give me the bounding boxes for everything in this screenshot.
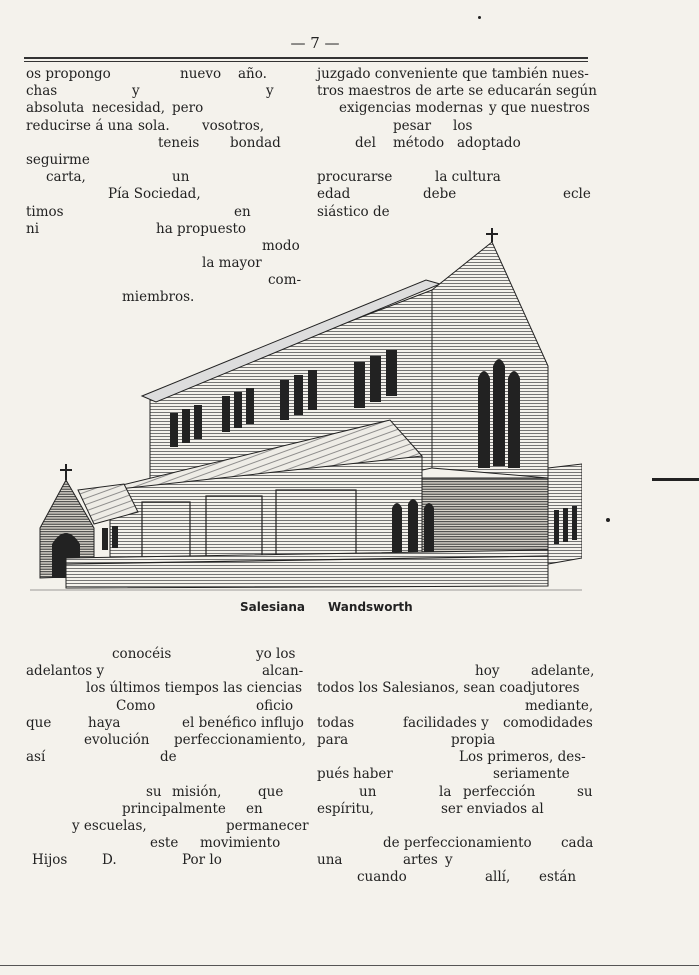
text-line (26, 766, 302, 783)
text-line (317, 646, 593, 663)
word: yo los (256, 646, 296, 662)
page-number: — 7 — (290, 34, 340, 52)
word: cuando (357, 869, 407, 886)
text-line (317, 680, 593, 697)
word: pero (172, 100, 204, 117)
word: chas (26, 83, 58, 100)
word: los últimos tiempos las ciencias (86, 680, 303, 697)
word: el benéfico influjo (182, 714, 304, 731)
word: com- (268, 272, 302, 289)
word: necesidad, (92, 100, 166, 117)
word: nuevo (180, 66, 222, 82)
word: oficio (256, 697, 294, 714)
word: permanecer (226, 817, 309, 834)
word: Como (116, 697, 156, 714)
word: de (160, 749, 177, 766)
word: del (355, 134, 376, 151)
text-line (317, 152, 593, 169)
word: seriamente (493, 766, 570, 783)
text-line (317, 852, 593, 869)
word: debe (423, 186, 457, 203)
text-line (317, 186, 593, 203)
word: evolución (84, 731, 150, 748)
word: conocéis (112, 646, 172, 662)
word: hoy (475, 663, 500, 680)
word: para (317, 731, 349, 748)
word: seguirme (26, 151, 90, 168)
word: modo (262, 237, 300, 254)
word: adelantos y (26, 663, 105, 680)
word: perfeccionamiento, (174, 731, 307, 748)
word: alcan- (262, 663, 304, 680)
word: en (234, 203, 251, 220)
text-line (317, 732, 593, 749)
word: este (150, 835, 179, 852)
text-line (26, 100, 302, 117)
ink-dot (606, 518, 610, 522)
text-line (26, 715, 302, 732)
word: método (393, 134, 445, 151)
word: haber (353, 766, 393, 783)
word: su (577, 783, 593, 800)
word: tros maestros de arte se educarán según (317, 83, 597, 100)
word: una (317, 852, 343, 869)
word: movimiento (200, 835, 281, 852)
word: procurarse (317, 169, 393, 186)
text-line (317, 801, 593, 818)
word: D. (102, 852, 117, 869)
word: ecle (563, 186, 591, 203)
word: pués (317, 766, 350, 783)
text-line (317, 169, 593, 186)
text-line (26, 135, 302, 152)
text-column-bottom-left (26, 646, 309, 869)
text-line (317, 766, 593, 783)
text-line (26, 66, 302, 83)
word: ni (26, 220, 40, 237)
word: adelante, (531, 663, 595, 680)
word: propia (451, 731, 496, 748)
word: absoluta (26, 100, 85, 117)
text-line (26, 817, 309, 835)
edge-mark (652, 478, 699, 481)
text-line (26, 646, 302, 663)
word: mediante, (525, 697, 594, 714)
text-line (317, 100, 593, 117)
word: la (439, 783, 452, 800)
word: misión, (172, 783, 222, 800)
word: sola. (138, 117, 170, 134)
text-line (26, 801, 302, 818)
word: todos los Salesianos, sean coadjutores (317, 680, 580, 697)
text-line (317, 135, 593, 152)
text-line (26, 680, 302, 697)
word: edad (317, 186, 351, 203)
word: y (132, 83, 140, 100)
word: Hijos (32, 852, 68, 869)
word: Los primeros, des- (459, 749, 586, 766)
word: timos (26, 203, 64, 220)
text-column-top-right (317, 66, 597, 221)
word: reducirse á una (26, 117, 134, 134)
text-line (26, 698, 302, 715)
text-line (317, 204, 593, 221)
text-column-bottom-right (317, 646, 593, 887)
text-line (26, 835, 302, 852)
text-line (26, 749, 302, 766)
word: carta, (46, 169, 86, 186)
text-line (317, 663, 593, 680)
word: su (146, 783, 162, 800)
word: cada (561, 835, 594, 852)
word: vosotros, (202, 117, 265, 134)
word: ser enviados al (441, 800, 544, 817)
text-line (26, 852, 302, 869)
word: perfección (463, 783, 536, 800)
word: siástico de (317, 203, 390, 220)
word: teneis (158, 134, 200, 151)
gable-windows (478, 359, 520, 468)
word: y escuelas, (72, 817, 147, 834)
church-illustration (30, 228, 582, 596)
text-line (317, 749, 593, 766)
caption-left: Salesiana (240, 600, 305, 614)
word: miembros. (122, 289, 195, 306)
word: ha propuesto (156, 220, 247, 237)
word: año. (238, 66, 267, 82)
word: así (26, 749, 46, 766)
word: adoptado (457, 134, 521, 151)
text-line (26, 83, 302, 100)
text-line (317, 83, 597, 100)
word: Pía Sociedad, (108, 186, 201, 203)
text-line (26, 784, 302, 801)
word: espíritu, (317, 800, 375, 817)
text-line (317, 698, 593, 715)
word: artes (403, 852, 438, 869)
ink-dot (478, 16, 481, 19)
header-rule-bottom (24, 61, 588, 62)
word: os propongo (26, 66, 111, 82)
word: allí, (485, 869, 511, 886)
word: la mayor (202, 255, 262, 272)
word: que (26, 714, 52, 731)
word: Por lo (182, 852, 222, 869)
text-line (317, 118, 593, 135)
text-line (317, 835, 593, 852)
text-line (317, 784, 593, 801)
word: la cultura (435, 169, 501, 186)
word: todas (317, 714, 355, 731)
bottom-edge (0, 965, 699, 966)
chapel-windows (392, 499, 434, 554)
word: que (258, 783, 284, 800)
word: y que nuestros (489, 100, 590, 117)
word: de perfeccionamiento (383, 835, 532, 852)
word: principalmente (122, 800, 226, 817)
text-line (317, 66, 593, 83)
word: están (539, 869, 577, 886)
text-line (26, 152, 302, 169)
word: facilidades y (403, 714, 489, 731)
word: exigencias modernas (339, 100, 484, 117)
text-line (317, 818, 593, 835)
text-line (26, 204, 302, 221)
caption-right: Wandsworth (328, 600, 413, 614)
text-line (317, 715, 593, 732)
text-line (26, 663, 302, 680)
word: pesar (393, 117, 432, 134)
text-line (26, 731, 307, 749)
word: y (445, 852, 453, 869)
text-line (317, 869, 593, 886)
text-line (26, 169, 302, 186)
word: los (453, 117, 473, 134)
text-line (26, 186, 302, 203)
word: un (359, 783, 377, 800)
word: haya (88, 714, 121, 731)
word: comodidades (503, 714, 593, 731)
word: en (246, 800, 263, 817)
text-line (26, 118, 302, 135)
word: bondad (230, 134, 281, 151)
word: juzgado conveniente que también nues- (317, 66, 589, 82)
header-rule-top (24, 57, 588, 59)
word: un (172, 169, 190, 186)
word: y (266, 83, 274, 100)
